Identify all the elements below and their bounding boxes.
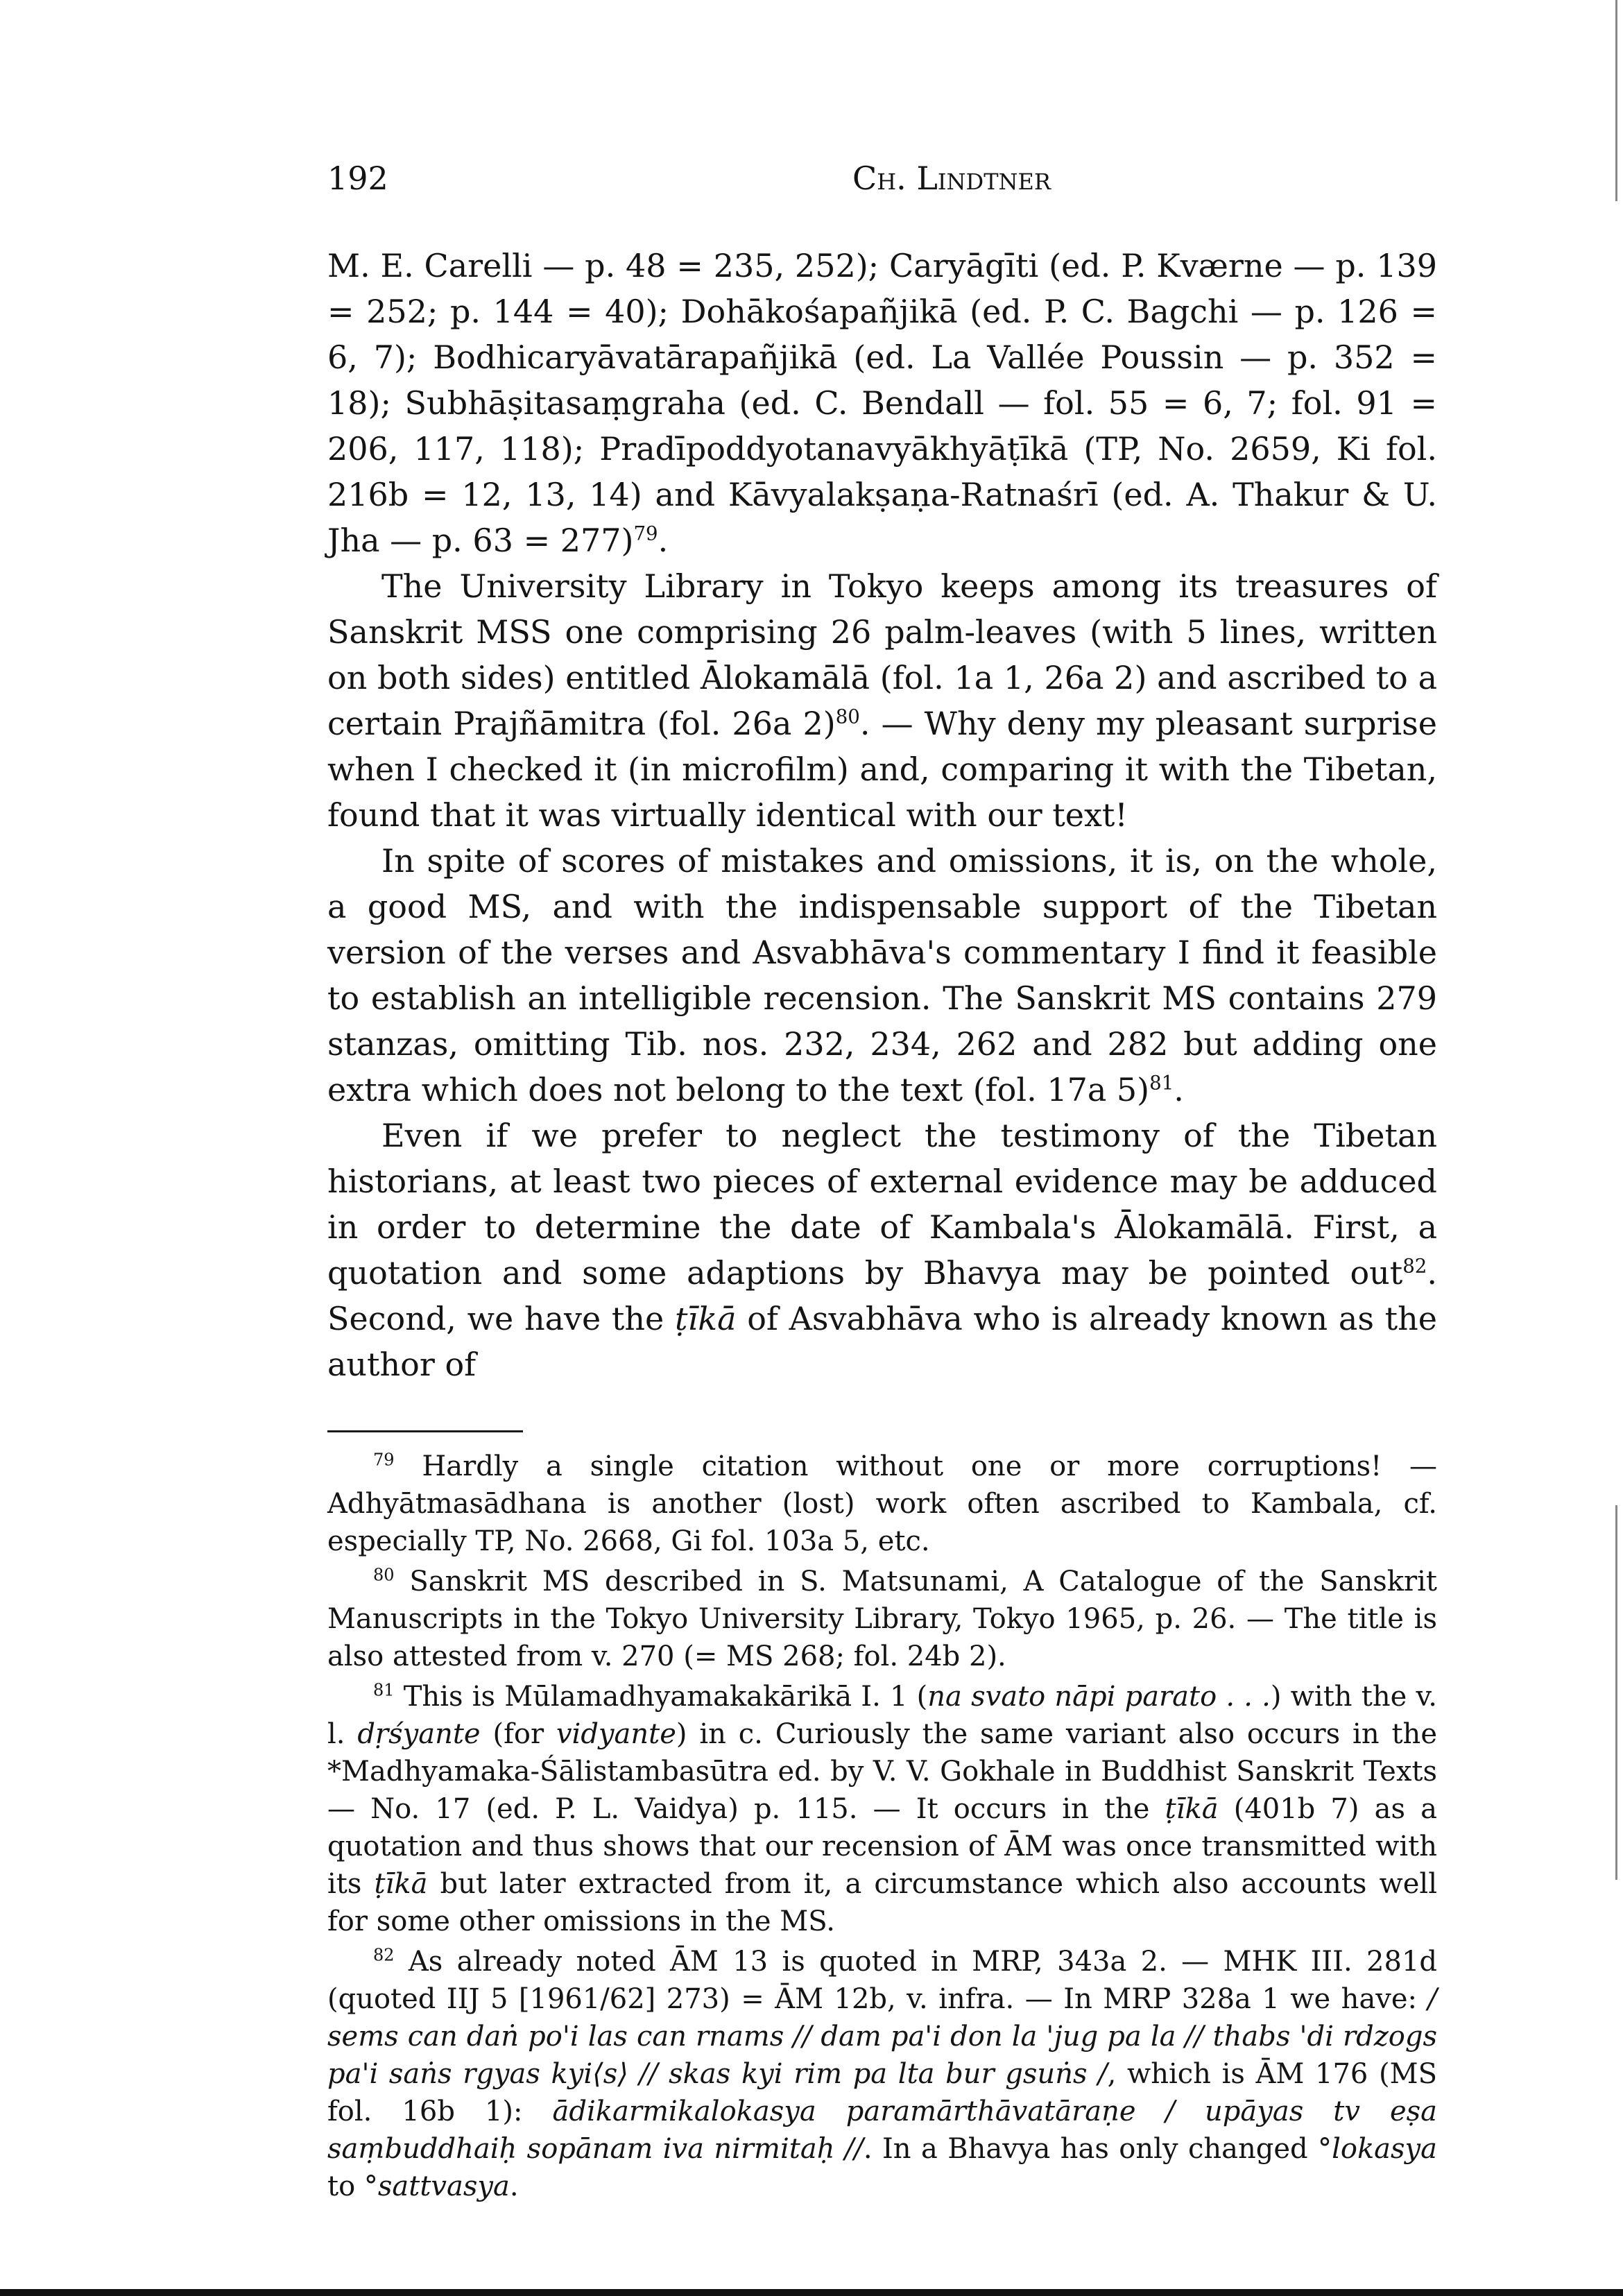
paragraph-3: In spite of scores of mistakes and omissions, it is, on the whole, a good MS, and with the indispensable support of the Tibetan version of the verses and Asvabhāva's commentary I find it feasible to establish an intelligible recension. The Sanskrit MS contains 279 stanzas, omitting Tib. nos. 232, 234, 262 and 282 but adding one extra which does not belong to the text (fol. 17a 5)$^{81}$. (327, 842, 1437, 1108)
footnote-rule (327, 1430, 523, 1432)
footnote-ref-82[interactable]: 82 (1402, 1254, 1427, 1278)
scan-edge (0, 2289, 1623, 2296)
running-head: Ch. Lindtner (852, 160, 1051, 197)
paragraph-2: The University Library in Tokyo keeps among its treasures of Sanskrit MSS one comprising 26 palm-leaves (with 5 lines, written on both sides) entitled Ālokamālā (fol. 1a 1, 26a 2) and ascribed to a certain Prajñāmitra (fol. 26a 2)$^{80}$. — Why deny my pleasant surprise when I checked it (in microfilm) and, comparing it with the Tibetan, found that it was virtually identical with our text! (327, 567, 1437, 834)
footnote-79: $^{79}$ Hardly a single citation without one or more corruptions! — Adhyātmasādhana is another (lost) work often ascribed to Kambala, cf. especially TP, No. 2668, Gi fol. 103a 5, etc. (327, 1450, 1437, 1557)
paragraph-4: Even if we prefer to neglect the testimony of the Tibetan historians, at least two pieces of external evidence may be adduced in order to determine the date of Kambala's Ālokamālā. First, a quotation and some adaptions by Bhavya may be pointed out$^{82}$. Second, we have the ṭīkā of Asvabhāva who is already known as the author of (327, 1117, 1437, 1383)
body-text (327, 243, 1437, 1387)
footnotes (327, 1448, 1437, 2205)
footnote-81: $^{81}$ This is Mūlamadhyamakakārikā I. 1 (na svato nāpi parato . . .) with the v. l. dṛśyante (for vidyante) in c. Curiously the same variant also occurs in the *Madhyamaka-Śālistambasūtra ed. by V. V. Gokhale in Buddhist Sanskrit Texts — No. 17 (ed. P. L. Vaidya) p. 115. — It occurs in the ṭīkā (401b 7) as a quotation and thus shows that our recension of ĀM was once transmitted with its ṭīkā but later extracted from it, a circumstance which also accounts well for some other omissions in the MS. (327, 1680, 1438, 1937)
page-number: 192 (327, 160, 388, 197)
page-header (327, 154, 1437, 203)
footnote-ref-81[interactable]: 81 (1149, 1071, 1174, 1095)
footnote-ref-80[interactable]: 80 (835, 705, 860, 728)
footnote-80: $^{80}$ Sanskrit MS described in S. Matsunami, A Catalogue of the Sanskrit Manuscripts in the Tokyo University Library, Tokyo 1965, p. 26. — The title is also attested from v. 270 (= MS 268; fol. 24b 2). (327, 1565, 1437, 1672)
footnote-ref-79[interactable]: 79 (633, 522, 658, 545)
scan-margin-mark (1615, 1505, 1617, 1880)
paragraph-1: M. E. Carelli — p. 48 = 235, 252); Caryāgīti (ed. P. Kværne — p. 139 = 252; p. 144 = 40); Dohākośapañjikā (ed. P. C. Bagchi — p. 126 = 6, 7); Bodhicaryāvatārapañjikā (ed. La Vallée Poussin — p. 352 = 18); Subhāṣitasaṃgraha (ed. C. Bendall — fol. 55 = 6, 7; fol. 91 = 206, 117, 118); Pradīpoddyotanavyākhyāṭīkā (TP, No. 2659, Ki fol. 216b = 12, 13, 14) and Kāvyalakṣaṇa-Ratnaśrī (ed. A. Thakur & U. Jha — p. 63 = 277)$^{79}$. (327, 247, 1437, 559)
scan-margin-mark (1615, 0, 1617, 201)
footnote-82: $^{82}$ As already noted ĀM 13 is quoted in MRP, 343a 2. — MHK III. 281d (quoted IIJ 5 [1961/62] 273) = ĀM 12b, v. infra. — In MRP 328a 1 we have: / sems can daṅ po'i las can rnams // dam pa'i don la 'jug pa la // thabs 'di rdzogs pa'i saṅs rgyas kyi⟨s⟩ // skas kyi rim pa lta bur gsuṅs /, which is ĀM 176 (MS fol. 16b 1): ādikarmikalokasya paramārthāvatāraṇe / upāyas tv eṣa saṃbuddhaiḥ sopānam iva nirmitaḥ //. In a Bhavya has only changed °lokasya to °sattvasya. (327, 1945, 1437, 2202)
